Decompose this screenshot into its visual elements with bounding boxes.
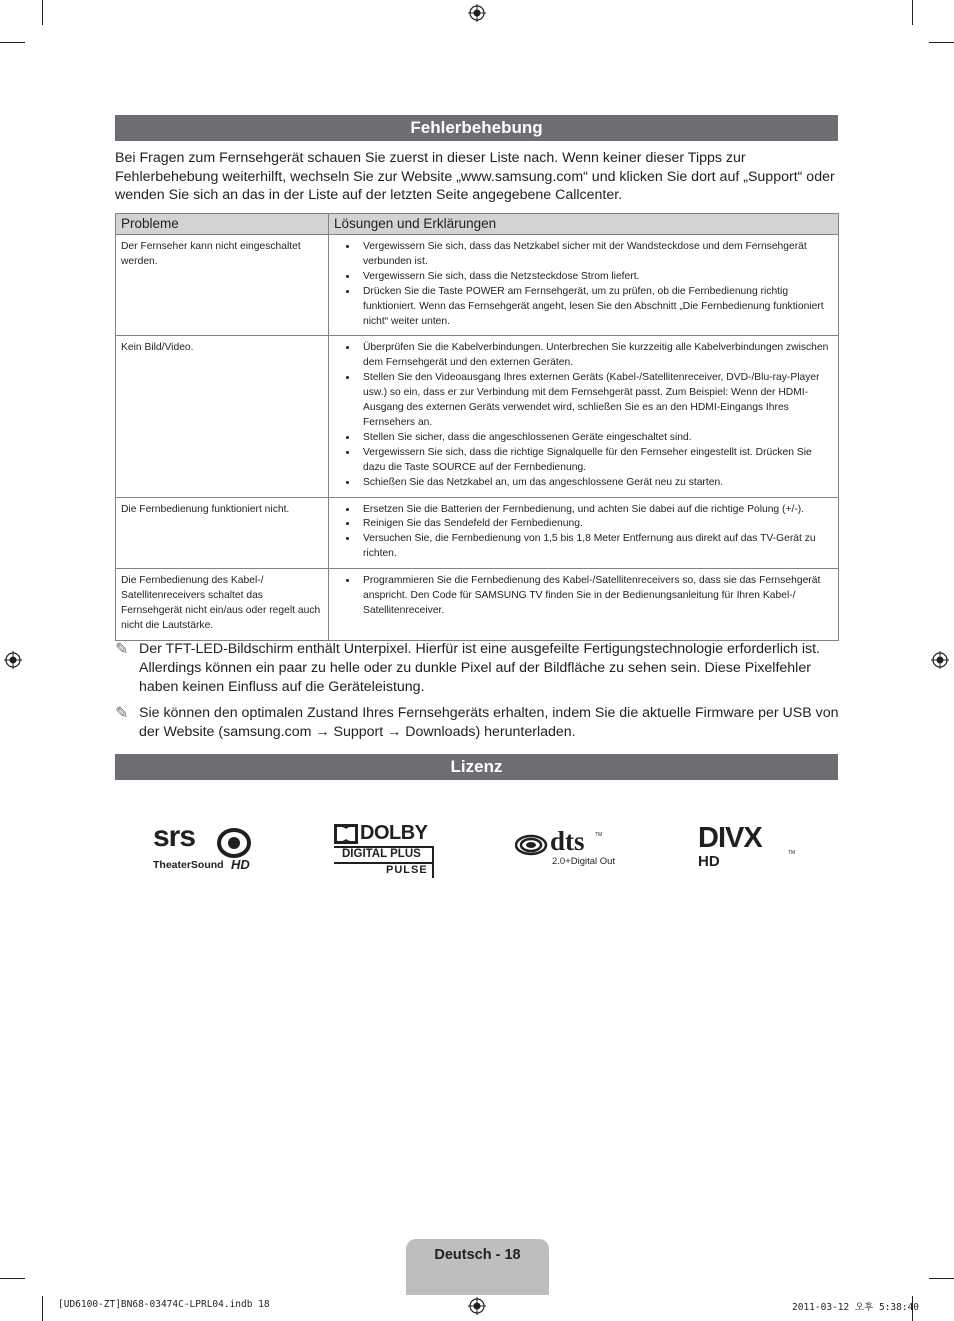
pencil-note-icon: ✎: [115, 703, 129, 722]
problem-cell: Die Fernbedienung des Kabel-/ Satellitenreceivers schaltet das Fernsehgerät nicht ein/aus oder regelt auch nicht die Lautstärke.: [116, 569, 329, 641]
crop-mark: [929, 1278, 954, 1279]
divx-text: DIVX: [698, 822, 762, 854]
solution-item: • Stellen Sie den Videoausgang Ihres externen Geräts (Kabel-/Satellitenreceiver, DVD-/Blu-ray-Player usw.) so ein, dass er zur Verbindung mit dem Fernsehgerät passt. Zum Beispiel: Wenn der HDMI-Ausgang des externen Geräts verwendet wird, schließen Sie es an den HDMI-Eingangs Ihres Fernsehers an.: [358, 371, 833, 431]
intro-paragraph: Bei Fragen zum Fernsehgerät schauen Sie zuerst in dieser Liste nach. Wenn keiner dieser Tipps zur Fehlerbehebung weiterhilft, wechseln Sie zur Website „www.samsung.com“ und klicken Sie dort auf „Support“ oder wenden Sie sich an das in der Liste auf der letzten Seite angegebene Callcenter.: [115, 150, 835, 204]
table-header-row: [116, 214, 839, 235]
note-text: Der TFT-LED-Bildschirm enthält Unterpixel. Hierfür ist eine ausgefeilte Fertigungstechnologie erforderlich ist. Allerdings können ein paar zu helle oder zu dunkle Pixel auf der Bildfläche zu sehen sein. Diese Pixelfehler haben keinen Einfluss auf die Geräteleistung.: [139, 641, 821, 696]
dolby-double-d-icon: [334, 824, 358, 844]
srs-hd-text: HD: [231, 857, 250, 872]
solution-item: • Stellen Sie sicher, dass die angeschlossenen Geräte eingeschaltet sind.: [358, 431, 833, 446]
registration-mark-icon: [468, 1297, 486, 1315]
divx-hd-logo: [698, 822, 798, 872]
crop-mark: [929, 42, 954, 43]
solutions-cell: [329, 336, 839, 497]
dolby-rule: [432, 846, 434, 878]
solutions-cell: [329, 235, 839, 336]
crop-mark: [0, 1278, 25, 1279]
solutions-cell: [329, 497, 839, 569]
crop-mark: [912, 0, 913, 25]
table-row: [116, 497, 839, 569]
dts-text: dts: [550, 826, 585, 856]
problem-cell: Der Fernseher kann nicht eingeschaltet werden.: [116, 235, 329, 336]
srs-theatersound-text: TheaterSound: [153, 859, 224, 871]
solution-item: • Drücken Sie die Taste POWER am Fernsehgerät, um zu prüfen, ob die Fernbedienung richtig funktioniert. Wenn das Fernsehgerät angeht, lesen Sie den Abschnitt „Die Fernbedienung funktioniert nicht“ weiter unten.: [358, 285, 833, 330]
table-row: [116, 235, 839, 336]
srs-logo-text: srs: [153, 820, 196, 853]
srs-circle-icon: [217, 828, 253, 858]
srs-theatersound-hd-logo: [153, 820, 258, 874]
dolby-pulse-text: PULSE: [386, 864, 428, 876]
print-timestamp: 2011-03-12 오후 5:38:40: [792, 1302, 920, 1313]
dts-digital-out-text: 2.0+Digital Out: [552, 856, 616, 867]
dts-swoosh-icon: [515, 834, 549, 856]
crop-mark: [42, 1296, 43, 1321]
solution-item: • Ersetzen Sie die Batterien der Fernbedienung, und achten Sie dabei auf die richtige Polung (+/-).: [358, 503, 833, 518]
registration-mark-icon: [4, 651, 22, 669]
solution-item: • Schießen Sie das Netzkabel an, um das angeschlossene Gerät neu zu starten.: [358, 476, 833, 491]
solutions-cell: [329, 569, 839, 641]
solution-item: • Vergewissern Sie sich, dass das Netzkabel sicher mit der Wandsteckdose und dem Fernsehgerät verbunden ist.: [358, 240, 833, 270]
solution-item: • Vergewissern Sie sich, dass die Netzsteckdose Strom liefert.: [358, 270, 833, 285]
dolby-text: DOLBY: [360, 822, 428, 844]
divx-tm-text: TM: [788, 850, 796, 856]
solution-item: • Vergewissern Sie sich, dass die richtige Signalquelle für den Fernseher eingestellt ist. Drücken Sie dazu die Taste SOURCE auf der Fernbedienung.: [358, 446, 833, 476]
solution-item: • Versuchen Sie, die Fernbedienung von 1,5 bis 1,8 Meter Entfernung aus direkt auf das TV-Gerät zu richten.: [358, 532, 833, 562]
note-firmware: [115, 704, 840, 742]
dolby-digital-plus-text: DIGITAL PLUS: [342, 848, 421, 860]
table-row: [116, 569, 839, 641]
solution-item: • Reinigen Sie das Sendefeld der Fernbedienung.: [358, 517, 833, 532]
dts-digital-out-logo: [515, 826, 619, 870]
solution-item: • Programmieren Sie die Fernbedienung des Kabel-/Satellitenreceivers so, dass sie das Fernsehgerät anspricht. Den Code für SAMSUNG TV finden Sie in der Bedienungsanleitung für Ihren Kabel-/ Satellitenreceiver.: [358, 574, 833, 619]
page-number-tab: Deutsch - 18: [406, 1239, 549, 1295]
dts-tm-text: TM: [595, 832, 603, 838]
section-header-troubleshooting: Fehlerbehebung: [115, 115, 838, 141]
section-header-license: Lizenz: [115, 754, 838, 780]
crop-mark: [0, 42, 25, 43]
solution-item: • Überprüfen Sie die Kabelverbindungen. Unterbrechen Sie kurzzeitig alle Kabelverbindungen zwischen dem Fernsehgerät und den externen Geräten.: [358, 341, 833, 371]
file-slug: [UD6100-ZT]BN68-03474C-LPRL04.indb 18: [58, 1299, 270, 1310]
registration-mark-icon: [468, 4, 486, 22]
table-row: [116, 336, 839, 497]
registration-mark-icon: [931, 651, 949, 669]
troubleshooting-table: [115, 213, 839, 641]
dolby-digital-plus-pulse-logo: [334, 824, 436, 878]
problem-cell: Kein Bild/Video.: [116, 336, 329, 497]
problem-cell: Die Fernbedienung funktioniert nicht.: [116, 497, 329, 569]
crop-mark: [42, 0, 43, 25]
divx-hd-text: HD: [698, 853, 720, 870]
note-text: Sie können den optimalen Zustand Ihres Fernsehgeräts erhalten, indem Sie die aktuelle Firmware per USB von der Website (samsung.com → Support → Downloads) herunterladen.: [139, 705, 839, 741]
column-header-problems: Probleme: [116, 214, 329, 235]
column-header-solutions: Lösungen und Erklärungen: [329, 214, 839, 235]
note-pixels: [115, 640, 840, 698]
pencil-note-icon: ✎: [115, 639, 129, 658]
